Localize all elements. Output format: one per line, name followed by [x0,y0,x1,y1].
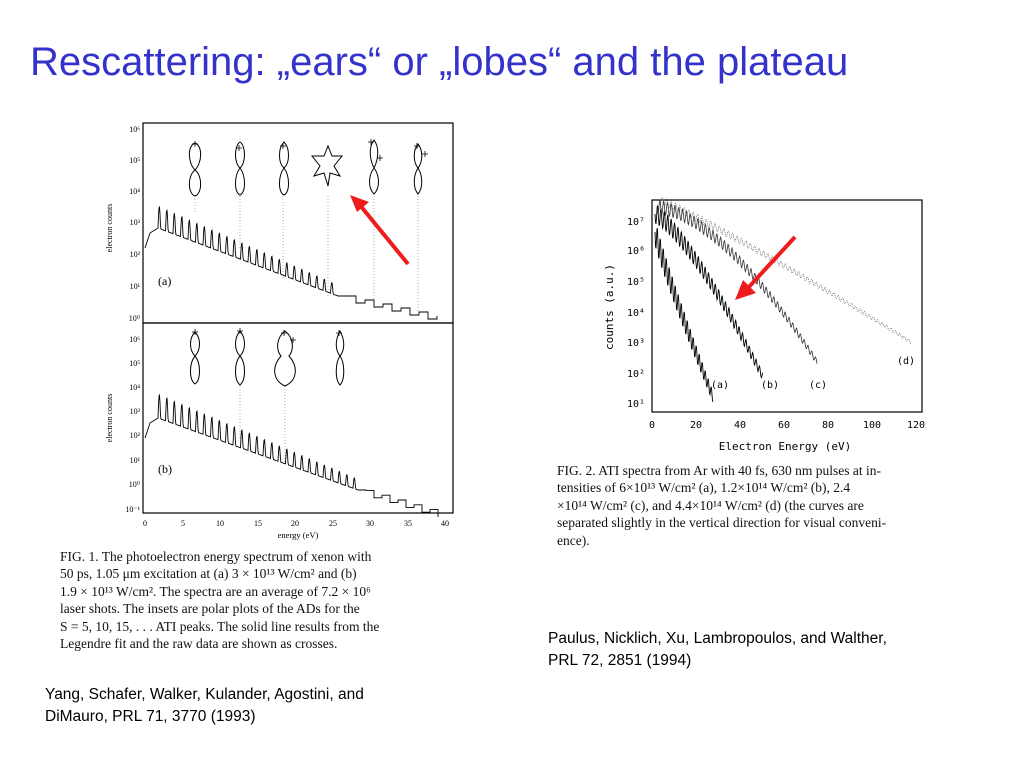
polar-plot [236,331,245,385]
caption-line: S = 5, 10, 15, . . . ATI peaks. The solid line results from the [60,618,380,634]
fig1-xtick: 5 [181,519,185,528]
reference-line: Paulus, Nicklich, Xu, Lambropoulos, and Walther, [548,630,887,647]
polar-plot [414,144,422,194]
fig2-ytick: 10⁴ [626,308,645,319]
fig1-b-ytick: 10⁶ [129,335,140,344]
figure-1 [100,118,465,543]
polar-plot [280,142,289,195]
fig1-b-ytick: 10¹ [129,456,140,465]
fig2-ytick: 10¹ [626,399,645,410]
reference-1 [45,684,485,728]
fig1-b-ylabel: electron counts [105,393,114,443]
fig1-panel-b-label: (b) [158,462,172,476]
polar-plot [336,331,344,385]
fig1-a-polar-insets [189,140,421,196]
fig1-a-ytick: 10⁰ [128,314,140,323]
fig2-xtick: 20 [689,420,703,431]
reference-2 [548,628,998,672]
fig2-ytick: 10³ [626,338,645,349]
fig2-xticks [649,420,925,431]
fig1-b-ytick: 10³ [129,407,140,416]
fig2-frame [652,200,922,412]
caption-line: separated slightly in the vertical direction for visual conveni- [557,515,887,531]
reference-line: PRL 72, 2851 (1994) [548,652,692,669]
polar-plot [191,332,200,384]
fig2-curve-label: (d) [897,356,916,367]
fig2-curve-label: (b) [761,380,780,391]
fig1-b-spectrum [145,395,438,517]
fig1-a-ytick: 10³ [129,218,140,227]
fig2-curve-label: (c) [809,380,828,391]
fig1-a-ytick: 10² [129,250,140,259]
fig2-xtick: 0 [648,420,656,431]
caption-line: ×10¹⁴ W/cm² (c), and 4.4×10¹⁴ W/cm² (d) (the curves are [557,497,864,513]
fig1-b-yticks [125,335,140,514]
fig2-xlabel: Electron Energy (eV) [718,440,852,453]
reference-line: Yang, Schafer, Walker, Kulander, Agostini, and [45,686,364,703]
fig1-b-polar-insets [191,331,344,386]
fig1-xtick: 15 [254,519,262,528]
fig1-b-ytick: 10² [129,431,140,440]
fig1-a-yticks [129,125,141,323]
fig1-b-crosses [192,328,342,343]
caption-line: FIG. 2. ATI spectra from Ar with 40 fs, 630 nm pulses at in- [557,463,881,478]
polar-plot [236,142,245,195]
fig2-xtick: 100 [862,420,882,431]
slide-title: Rescattering: „ears“ or „lobes“ and the plateau [30,40,849,84]
fig1-xticks [143,519,449,528]
fig1-red-arrow [345,190,415,270]
fig2-curve-label: (a) [711,380,730,391]
fig1-b-ytick: 10⁵ [129,359,140,368]
fig2-curve-c [657,201,817,364]
caption-line: ence). [557,532,590,548]
fig2-curve-d [659,198,911,344]
reference-line: DiMauro, PRL 71, 3770 (1993) [45,708,256,725]
caption-line: FIG. 1. The photoelectron energy spectrum of xenon with [60,549,372,564]
fig1-xlabel: energy (eV) [277,530,319,540]
fig1-panel-a-label: (a) [158,274,172,288]
fig1-a-ytick: 10⁴ [129,187,140,196]
fig1-a-ytick: 10¹ [129,282,140,291]
fig1-b-ytick: 10⁻¹ [125,505,140,514]
fig1-a-ytick: 10⁶ [129,125,140,134]
fig2-xtick: 40 [733,420,747,431]
fig1-xtick: 30 [366,519,374,528]
polar-plot [275,331,296,386]
fig2-xtick: 80 [821,420,835,431]
fig1-a-ylabel: electron counts [105,203,114,253]
figure-1-caption [60,548,495,652]
polar-plot [312,146,342,186]
fig2-ytick: 10⁷ [626,217,645,228]
fig1-xtick: 10 [216,519,224,528]
caption-line: laser shots. The insets are polar plots of the ADs for the [60,601,360,617]
fig2-curve-labels [711,356,915,391]
fig1-panel-b-frame [143,323,453,513]
fig2-ytick: 10⁵ [626,277,645,288]
polar-plot [370,140,379,194]
fig2-ytick: 10⁶ [626,246,645,257]
fig2-ytick: 10² [626,369,645,380]
fig1-xtick: 0 [143,519,147,528]
fig1-xtick: 20 [291,519,299,528]
figure-2 [595,192,935,462]
fig1-b-ytick: 10⁰ [128,480,140,489]
fig1-xtick: 25 [329,519,337,528]
fig1-b-ytick: 10⁴ [129,383,140,392]
fig2-curve-a [655,228,713,402]
caption-line: Legendre fit and the raw data are shown as crosses. [60,636,338,652]
fig1-a-crosses [192,139,428,161]
fig1-xtick: 40 [441,519,449,528]
caption-line: 50 ps, 1.05 μm excitation at (a) 3 × 10¹³ W/cm² and (b) [60,566,357,582]
fig2-xtick: 120 [906,420,926,431]
caption-line: tensities of 6×10¹³ W/cm² (a), 1.2×10¹⁴ W/cm² (b), 2.4 [557,480,851,496]
fig2-xtick: 60 [777,420,791,431]
fig1-xtick: 35 [404,519,412,528]
fig2-yticks [627,217,645,410]
figure-2-caption [557,462,987,549]
fig1-a-ytick: 10⁵ [129,156,140,165]
polar-plot [189,143,200,196]
fig2-ylabel: counts (a.u.) [603,263,616,351]
caption-line: 1.9 × 10¹³ W/cm². The spectra are an average of 7.2 × 10⁶ [60,583,371,599]
